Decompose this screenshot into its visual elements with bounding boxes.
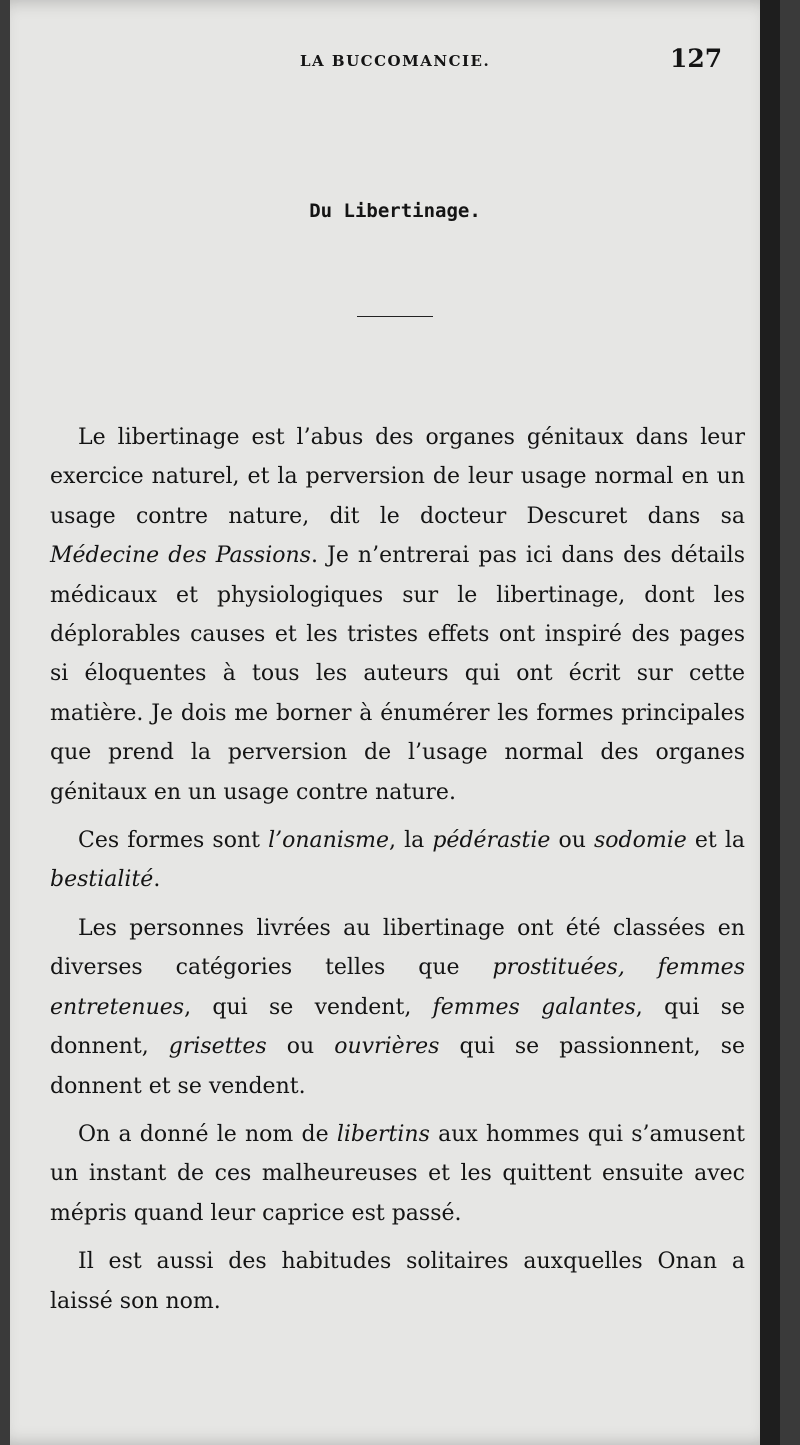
paragraph-3 (50, 909, 745, 1106)
term-pederastie: pédérastie (432, 828, 551, 854)
paragraph-1-text-b: . Je n’entrerai pas ici dans des détails médicaux et physiologiques sur le libertinage, dont les déplorables causes et les tristes effets ont inspiré des pages si éloquentes à tous les auteurs qui ont écrit sur cette matière. Je dois me borner à énumérer les formes principales que prend la perversion de l’usage normal des organes génitaux en un usage contre nature. (50, 543, 745, 805)
paragraph-3-text-e: qui se passionnent, se donnent et se vendent. (50, 1034, 746, 1099)
paragraph-4-text-b: aux hommes qui s’amusent un instant de ces malheureuses et les quittent ensuite avec mépris quand leur caprice est passé. (50, 1121, 745, 1226)
term-sodomie: sodomie (594, 828, 687, 854)
page-edge-shadow (760, 0, 780, 1445)
running-head: LA BUCCOMANCIE. (300, 52, 491, 70)
term-onanisme: l’onanisme (268, 828, 389, 854)
paragraph-4 (50, 1115, 745, 1233)
body-text (50, 418, 745, 1330)
term-ouvrieres: ouvrières (334, 1034, 440, 1060)
paragraph-2-text-e: . (153, 867, 161, 893)
paragraph-5: Il est aussi des habitudes solitaires auxquelles Onan a laissé son nom. (50, 1249, 745, 1314)
title-divider-rule (357, 316, 433, 317)
paragraph-1-text-a: Le libertinage est l’abus des organes génitaux dans leur exercice naturel, et la perversion de leur usage normal en un usage contre nature, dit le docteur Descuret dans sa (50, 425, 745, 529)
term-grisettes: grisettes (168, 1034, 267, 1060)
paragraph-3-text-c: , qui se donnent, (50, 994, 745, 1060)
paragraph-3-text-d: ou (266, 1034, 335, 1060)
term-femmes-galantes: femmes galantes (432, 994, 636, 1020)
paragraph-3-text-a: Les personnes livrées au libertinage ont été classées en diverses catégories telles que (50, 915, 745, 981)
term-libertins: libertins (336, 1121, 430, 1147)
paragraph-1 (50, 418, 745, 812)
paragraph-3-text-b: , qui se vendent, (184, 994, 433, 1020)
book-title-italic: Médecine des Passions (50, 543, 311, 569)
page-number: 127 (670, 44, 723, 73)
paragraph-2 (50, 821, 745, 900)
section-title: Du Libertinage. (309, 200, 481, 222)
paragraph-2-text-a: Ces formes sont (78, 828, 269, 854)
paragraph-2-text-d: et la (686, 828, 745, 854)
paragraph-2-text-c: ou (550, 828, 594, 854)
term-prostituees: prostituées, femmes entretenues (50, 955, 745, 1020)
paragraph-2-text-b: , la (389, 828, 433, 854)
book-page (10, 0, 780, 1445)
term-bestialite: bestialité (50, 867, 154, 893)
paragraph-4-text-a: On a donné le nom de (78, 1121, 337, 1147)
